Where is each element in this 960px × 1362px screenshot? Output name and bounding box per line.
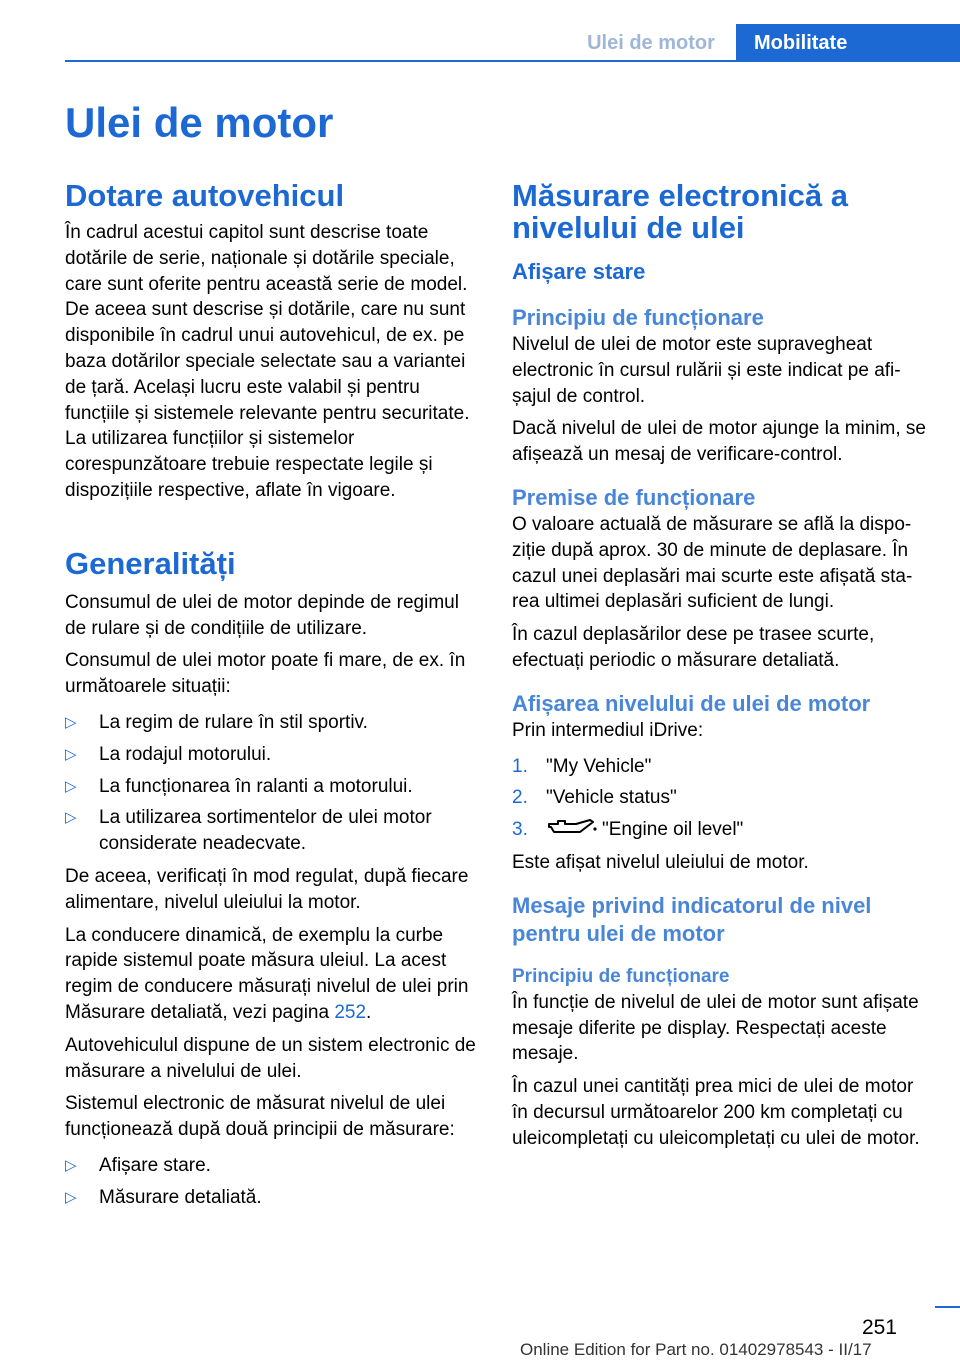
heading-principiu: Principiu de funcționare bbox=[512, 305, 764, 330]
paragraph: Sistemul electronic de măsurat nivelul de ulei funcționează după două principii de măsurare: bbox=[65, 1093, 455, 1141]
right-column bbox=[512, 180, 930, 1152]
list-item: ▷ La regim de rulare în stil sportiv. bbox=[65, 710, 483, 736]
paragraph: În cazul unei cantități prea mici de ulei de motor în decursul următoarelor 200 km completați cu uleicompletați cu uleicompletați cu ulei de motor. bbox=[512, 1076, 920, 1149]
heading-mesaje: Mesaje privind indicatorul de nivel pentru ulei de motor bbox=[512, 892, 872, 946]
paragraph: Nivelul de ulei de motor este supravegheat electronic în cursul rulării și este indicat pe afișajul de control. bbox=[512, 334, 901, 407]
triangle-right-icon: ▷ bbox=[65, 1156, 77, 1174]
paragraph: O valoare actuală de măsurare se află la dispoziție după aprox. 30 de minute de deplasare. În cazul unei deplasări mai scurte este afișată starea ultimei deplasări suficient de lungi. bbox=[512, 513, 913, 613]
paragraph-with-link: La conducere dinamică, de exemplu la curbe rapide sistemul poate măsura uleiul. La acest regim de conducere măsurați nivelul de ulei prin Măsurare detaliată, vezi pagina 252. bbox=[65, 924, 469, 1023]
heading-masurare: Măsurare electronică a nivelului de ulei bbox=[512, 178, 849, 245]
steps-list bbox=[512, 754, 930, 843]
paragraph: Este afișat nivelul uleiului de motor. bbox=[512, 851, 809, 873]
step-item: 2. "Vehicle status" bbox=[512, 787, 677, 809]
list-item: ▷ Afișare stare. bbox=[65, 1153, 483, 1179]
oil-can-icon bbox=[546, 818, 598, 838]
heading-afisarea-nivelului: Afișarea nivelului de ulei de motor bbox=[512, 690, 871, 716]
triangle-right-icon: ▷ bbox=[65, 777, 77, 795]
list-item: ▷ Măsurare detaliată. bbox=[65, 1185, 483, 1211]
page-reference-link[interactable]: 252 bbox=[334, 1001, 367, 1023]
paragraph: Autovehiculul dispune de un sistem electronic de măsurare a nivelului de ulei. bbox=[65, 1034, 476, 1082]
header-divider bbox=[65, 60, 960, 62]
paragraph: Consumul de ulei motor poate fi mare, de ex. în următoarele situații: bbox=[65, 650, 466, 698]
paragraph: Dacă nivelul de ulei de motor ajunge la minim, se afișează un mesaj de verificare-control. bbox=[512, 418, 926, 466]
list-item: ▷ La rodajul motorului. bbox=[65, 742, 483, 768]
edition-note: Online Edition for Part no. 01402978543 - II/17 bbox=[520, 1340, 872, 1359]
heading-afisare-stare: Afișare stare bbox=[512, 259, 646, 284]
paragraph: De aceea, verificați în mod regulat, după fiecare alimentare, nivelul uleiului la motor. bbox=[65, 865, 469, 913]
paragraph: În funcție de nivelul de ulei de motor sunt afișate mesaje diferite pe display. Respectați aceste mesaje. bbox=[512, 991, 919, 1065]
step-item: 3. "Engine oil level" bbox=[512, 819, 744, 841]
bullet-list bbox=[65, 710, 483, 857]
heading-generalitati: Generalități bbox=[65, 545, 236, 581]
paragraph: În cazul deplasărilor dese pe trasee scurte, efectuați periodic o măsurare detaliată. bbox=[512, 624, 875, 671]
paragraph: Consumul de ulei de motor depinde de regimul de rulare și de condițiile de utilizare. bbox=[65, 591, 459, 639]
left-column bbox=[65, 180, 483, 1211]
heading-dotare: Dotare autovehicul bbox=[65, 178, 345, 213]
header-chapter-tab: Mobilitate bbox=[736, 24, 960, 62]
paragraph-dotare: În cadrul acestui capitol sunt descrise toate dotările de serie, naționale și dotările speciale, care sunt oferite pentru această serie de model. De aceea sunt descrise și dotările, care nu sunt disponibile în cadrul unui autovehicul, de ex. pe baza dotărilor speciale selectate sau a variantei de țară. Același lucru este valabil și pentru funcțiile și sistemele relevante pentru securitate. La utilizarea funcțiilor și sistemelor corespunzătoare trebuie respectate legile și dispozițiile respective, aflate în vigoare. bbox=[65, 222, 470, 501]
page-number: 251 bbox=[861, 1316, 897, 1339]
list-item: ▷ La funcționarea în ralanti a motorului. bbox=[65, 774, 483, 800]
step-item: 1. "My Vehicle" bbox=[512, 755, 652, 777]
header-section-tab: Ulei de motor bbox=[587, 32, 715, 54]
bullet-list bbox=[65, 1153, 483, 1211]
triangle-right-icon: ▷ bbox=[65, 745, 77, 763]
footer-divider bbox=[935, 1306, 960, 1308]
heading-premise: Premise de funcționare bbox=[512, 484, 756, 510]
paragraph: Prin intermediul iDrive: bbox=[512, 719, 704, 741]
triangle-right-icon: ▷ bbox=[65, 809, 77, 827]
list-item: ▷ La utilizarea sortimentelor de ulei motor considerate neadecvate. bbox=[65, 807, 432, 855]
page-title: Ulei de motor bbox=[65, 99, 334, 146]
heading-principiu-2: Principiu de funcționare bbox=[512, 965, 730, 987]
triangle-right-icon: ▷ bbox=[65, 1188, 77, 1206]
triangle-right-icon: ▷ bbox=[65, 713, 77, 731]
